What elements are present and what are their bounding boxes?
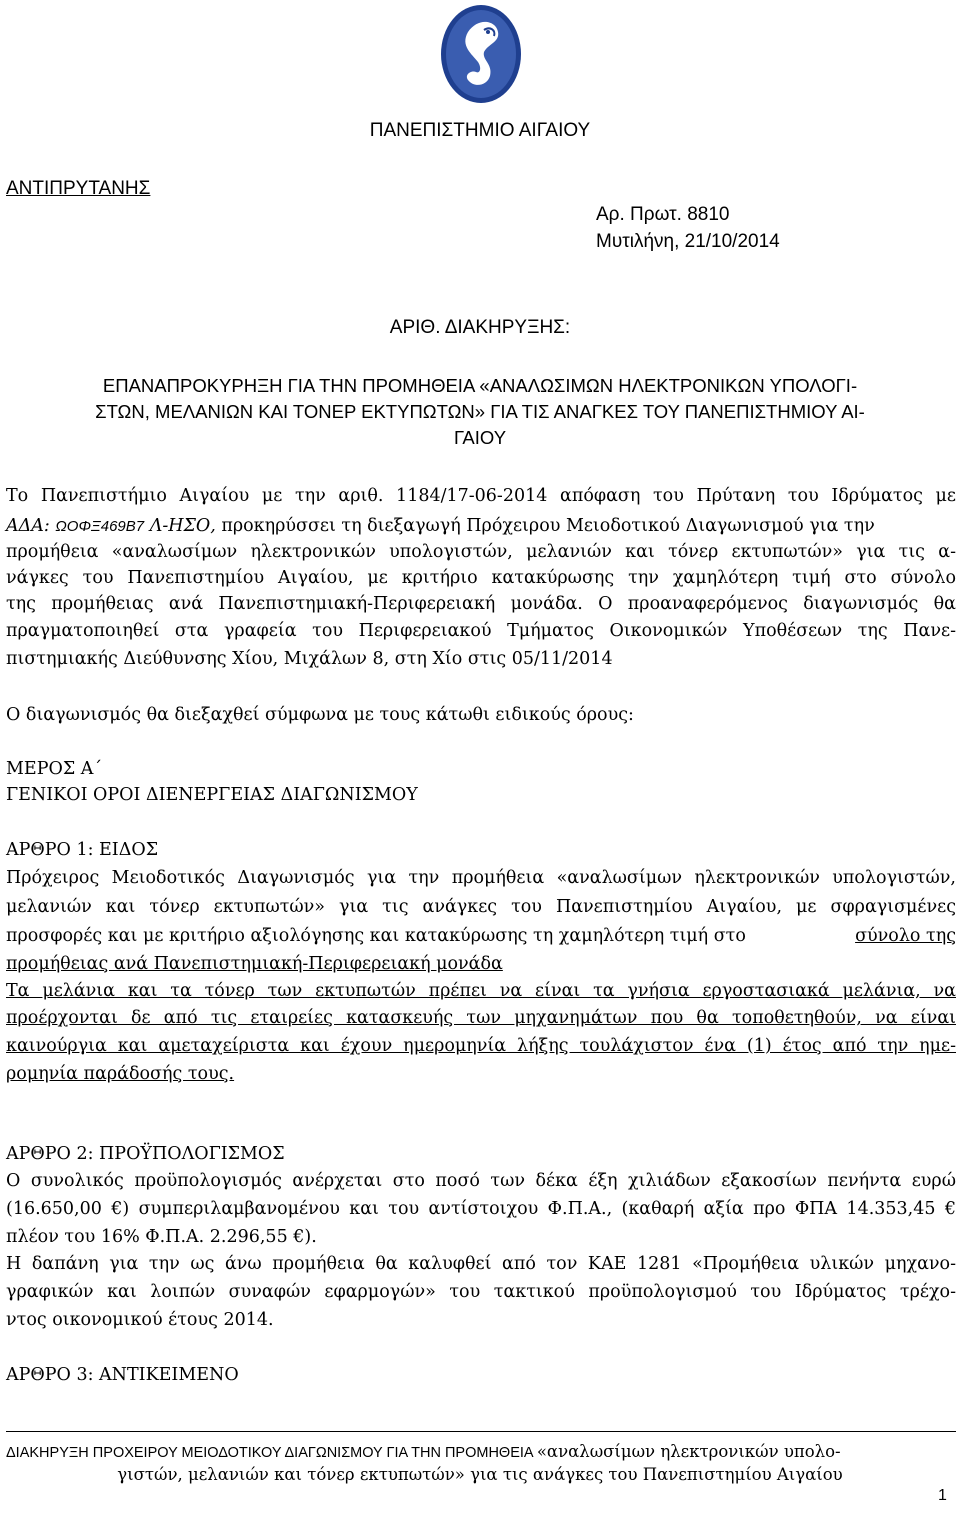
intro-line: προμήθεια «αναλωσίμων ηλεκτρονικών υπολογιστών, μελανιών και τόνερ εκτυπωτών» για τις α- (6, 542, 956, 562)
ada-rest: προκηρύσσει τη διεξαγωγή Πρόχειρου Μειοδοτικού Διαγωνισμού για την (215, 516, 875, 536)
article1-heading: ΑΡΘΡΟ 1: ΕΙΔΟΣ (6, 840, 159, 860)
page-number: 1 (938, 1487, 947, 1504)
article1-line (6, 924, 956, 948)
footer-sans-text: ΔΙΑΚΗΡΥΞΗ ΠΡΟΧΕΙΡΟΥ ΜΕΙΟΔΟΤΙΚΟΥ ΔΙΑΓΩΝΙΣΜΟΥ ΓΙΑ ΤΗΝ ΠΡΟΜΗΘΕΙΑ (6, 1445, 537, 1461)
article2-line: Ο συνολικός προϋπολογισμός ανέρχεται στο ποσό των δέκα έξη χιλιάδων εξακοσίων πενήντα ευρώ (6, 1171, 956, 1191)
protocol-number: Αρ. Πρωτ. 8810 (596, 204, 730, 225)
article1-line: μελανιών και τόνερ εκτυπωτών» για τις ανάγκες του Πανεπιστημίου Αιγαίου, με σφραγισμένες (6, 897, 956, 917)
article3-heading: ΑΡΘΡΟ 3: ΑΝΤΙΚΕΙΜΕΝΟ (6, 1365, 239, 1385)
footer-line (6, 1440, 956, 1465)
article2-line: πλέον του 16% Φ.Π.Α. 2.296,55 €). (6, 1227, 317, 1247)
notice-number: ΑΡΙΘ. ΔΙΑΚΗΡΥΞΗΣ: (389, 317, 571, 338)
article2-line: ντος οικονομικού έτους 2014. (6, 1310, 274, 1330)
intro-line: πιστημιακής Διεύθυνσης Χίου, Μιχάλων 8, στη Χίο στις 05/11/2014 (6, 649, 613, 669)
article1-line: προέρχονται δε από τις εταιρείες κατασκευής των μηχανημάτων που θα τοποθετηθούν, να είναι (6, 1008, 956, 1028)
article2-heading: ΑΡΘΡΟ 2: ΠΡΟΫΠΟΛΟΓΙΣΜΟΣ (6, 1144, 285, 1164)
article2-line: γραφικών και λοιπών συναφών εφαρμογών» του τακτικού προϋπολογισμού του Ιδρύματος τρέχο- (6, 1282, 956, 1302)
title-line: ΕΠΑΝΑΠΡΟΚΥΡΗΞΗ ΓΙΑ ΤΗΝ ΠΡΟΜΗΘΕΙΑ «ΑΝΑΛΩΣΙΜΩΝ ΗΛΕΚΤΡΟΝΙΚΩΝ ΥΠΟΛΟΓΙ- (102, 375, 858, 396)
article1-underlined: σύνολο της (855, 926, 956, 946)
title-line: ΓΑΙΟΥ (453, 427, 507, 448)
footer-divider (6, 1431, 956, 1432)
part-label: ΜΕΡΟΣ Α΄ (6, 759, 103, 779)
intro-line: πραγματοποιηθεί στα γραφεία του Περιφερειακού Τμήματος Οικονομικών Υποθέσεων της Πανε- (6, 621, 956, 641)
ada-suffix: Λ-ΗΣΟ, (149, 516, 216, 536)
office-title: ΑΝΤΙΠΡΥΤΑΝΗΣ (6, 178, 151, 199)
intro-line: νάγκες του Πανεπιστημίου Αιγαίου, με κριτήριο κατακύρωσης την χαμηλότερη τιμή στο σύνολο (6, 568, 956, 588)
article1-line: καινούργια και αμεταχείριστα και έχουν ημερομηνία λήξης τουλάχιστον ένα (1) έτος από την ημε- (6, 1036, 956, 1056)
notice-title (0, 373, 960, 451)
article1-line: Τα μελάνια και τα τόνερ των εκτυπωτών πρέπει να είναι τα γνήσια εργοστασιακά μελάνια, να (6, 981, 956, 1001)
university-seal-logo (438, 2, 524, 106)
intro-line: της προμήθειας ανά Πανεπιστημιακή-Περιφερειακή μονάδα. Ο προαναφερόμενος διαγωνισμός θα (6, 594, 956, 614)
footer-serif-text: «αναλωσίμων ηλεκτρονικών υπολο- (536, 1442, 841, 1461)
place-date: Μυτιλήνη, 21/10/2014 (596, 231, 780, 252)
article1-line: προμήθειας ανά Πανεπιστημιακή-Περιφερειακή μονάδα (6, 954, 503, 974)
title-line: ΣΤΩΝ, ΜΕΛΑΝΙΩΝ ΚΑΙ ΤΟΝΕΡ ΕΚΤΥΠΩΤΩΝ» ΓΙΑ ΤΙΣ ΑΝΑΓΚΕΣ ΤΟΥ ΠΑΝΕΠΙΣΤΗΜΙΟΥ ΑΙ- (95, 401, 865, 422)
footer-line: γιστών, μελανιών και τόνερ εκτυπωτών» για τις ανάγκες του Πανεπιστημίου Αιγαίου (117, 1465, 843, 1484)
article1-line: ρομηνία παράδοσής τους. (6, 1064, 235, 1084)
ada-code: ΩΟΦΞ469Β7 (55, 518, 145, 535)
intro-line: Το Πανεπιστήμιο Αιγαίου με την αριθ. 1184/17-06-2014 απόφαση του Πρύτανη του Ιδρύματος με (6, 486, 956, 506)
intro-line-ada (6, 514, 956, 539)
article1-text: προσφορές και με κριτήριο αξιολόγησης και κατακύρωσης τη χαμηλότερη τιμή στο (6, 926, 746, 946)
intro-conditions: Ο διαγωνισμός θα διεξαχθεί σύμφωνα με τους κάτωθι ειδικούς όρους: (6, 705, 634, 725)
part-title: ΓΕΝΙΚΟΙ ΟΡΟΙ ΔΙΕΝΕΡΓΕΙΑΣ ΔΙΑΓΩΝΙΣΜΟΥ (6, 785, 418, 805)
article2-line: (16.650,00 €) συμπεριλαμβανομένου και του αντίστοιχου Φ.Π.Α., (καθαρή αξία προ ΦΠΑ 14.353,45 € (6, 1199, 956, 1219)
ada-label: ΑΔΑ: (6, 516, 56, 536)
university-name: ΠΑΝΕΠΙΣΤΗΜΙΟ ΑΙΓΑΙΟΥ (369, 120, 591, 141)
article1-line: Πρόχειρος Μειοδοτικός Διαγωνισμός για την προμήθεια «αναλωσίμων ηλεκτρονικών υπολογιστών, (6, 868, 956, 888)
article2-line: Η δαπάνη για την ως άνω προμήθεια θα καλυφθεί από τον ΚΑΕ 1281 «Προμήθεια υλικών μηχανο- (6, 1254, 956, 1274)
